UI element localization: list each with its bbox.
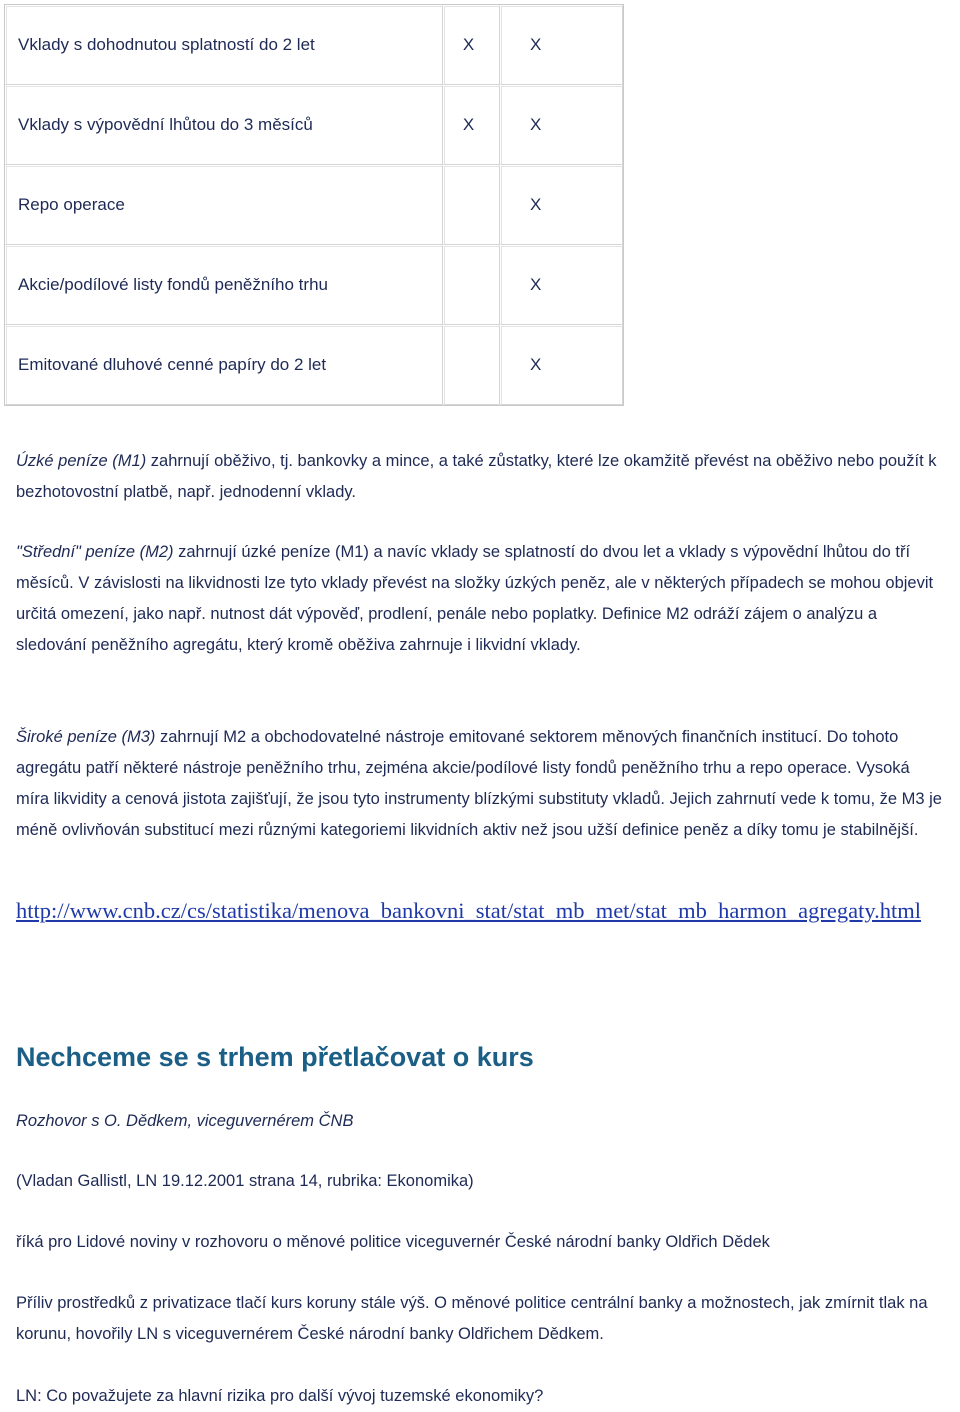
table-cell-label: Emitované dluhové cenné papíry do 2 let: [5, 325, 443, 405]
m3-term: Široké peníze (M3): [16, 728, 156, 746]
table-cell-label: Akcie/podílové listy fondů peněžního trhu: [5, 245, 443, 325]
m2-term: "Střední" peníze (M2): [16, 543, 174, 561]
table-cell-m3: X: [500, 325, 623, 405]
m2-text: zahrnují úzké peníze (M1) a navíc vklady se splatností do dvou let a vklady s výpovědní lhůtou do tří měsíců. V závislosti na likvidnosti lze tyto vklady převést na složky úzkých peněz, ale v některých případech se mohou objevit určitá omezení, jako např. nutnost dát výpověď, prodlení, penále nebo poplatky. Definice M2 odráží zájem o analýzu a sledování peněžního agregátu, který kromě oběživa zahrnuje i likvidní vklady.: [16, 543, 934, 654]
table-row: [5, 165, 623, 245]
table-row: [5, 5, 623, 85]
table-row: [5, 85, 623, 165]
m3-text: zahrnují M2 a obchodovatelné nástroje emitované sektorem měnových finančních institucí. Do tohoto agregátu patří některé nástroje peněžního trhu, zejména akcie/podílové listy fondů peněžního trhu a repo operace. Vysoká míra likvidity a cenová jistota zajišťují, že jsou tyto instrumenty blízkými substituty vkladů. Jejich zahrnutí vede k tomu, že M3 je méně ovlivňován substitucí mezi různými kategoriemi likvidních aktiv než jsou užší definice peněz a díky tomu je stabilnější.: [16, 728, 942, 839]
table-cell-m2: [443, 165, 500, 245]
table-cell-label: Vklady s dohodnutou splatností do 2 let: [5, 5, 443, 85]
table-cell-m2: X: [443, 85, 500, 165]
article-subtitle: Rozhovor s O. Dědkem, viceguvernérem ČNB: [16, 1112, 354, 1130]
table-cell-m3: X: [500, 245, 623, 325]
table-cell-m3: X: [500, 165, 623, 245]
table-cell-m2: X: [443, 5, 500, 85]
article-title: Nechceme se s trhem přetlačovat o kurs: [16, 1042, 534, 1072]
m2-definition: [16, 537, 946, 661]
article-source: (Vladan Gallistl, LN 19.12.2001 strana 14, rubrika: Ekonomika): [16, 1172, 474, 1190]
m1-term: Úzké peníze (M1): [16, 452, 147, 470]
aggregates-table: [4, 4, 624, 406]
m3-definition: [16, 722, 946, 846]
article-intro: Příliv prostředků z privatizace tlačí kurs koruny stále výš. O měnové politice centrální banky a možnostech, jak zmírnit tlak na korunu, hovořily LN s viceguvernérem České národní banky Oldřichem Dědkem.: [16, 1294, 928, 1343]
article-lead: říká pro Lidové noviny v rozhovoru o měnové politice viceguvernér České národní banky Oldřich Dědek: [16, 1233, 770, 1251]
table-cell-m2: [443, 245, 500, 325]
table-cell-label: Vklady s výpovědní lhůtou do 3 měsíců: [5, 85, 443, 165]
table-cell-m2: [443, 325, 500, 405]
table-cell-label: Repo operace: [5, 165, 443, 245]
m1-definition: [16, 446, 946, 508]
m1-text: zahrnují oběživo, tj. bankovky a mince, a také zůstatky, které lze okamžitě převést na oběživo nebo použít k bezhotovostní platbě, např. jednodenní vklady.: [16, 452, 937, 501]
interview-question: LN: Co považujete za hlavní rizika pro další vývoj tuzemské ekonomiky?: [16, 1387, 544, 1405]
table-cell-m3: X: [500, 5, 623, 85]
cnb-source-link[interactable]: http://www.cnb.cz/cs/statistika/menova_bankovni_stat/stat_mb_met/stat_mb_harmon_agregaty.html: [16, 898, 922, 923]
table-row: [5, 325, 623, 405]
table-cell-m3: X: [500, 85, 623, 165]
table-row: [5, 245, 623, 325]
